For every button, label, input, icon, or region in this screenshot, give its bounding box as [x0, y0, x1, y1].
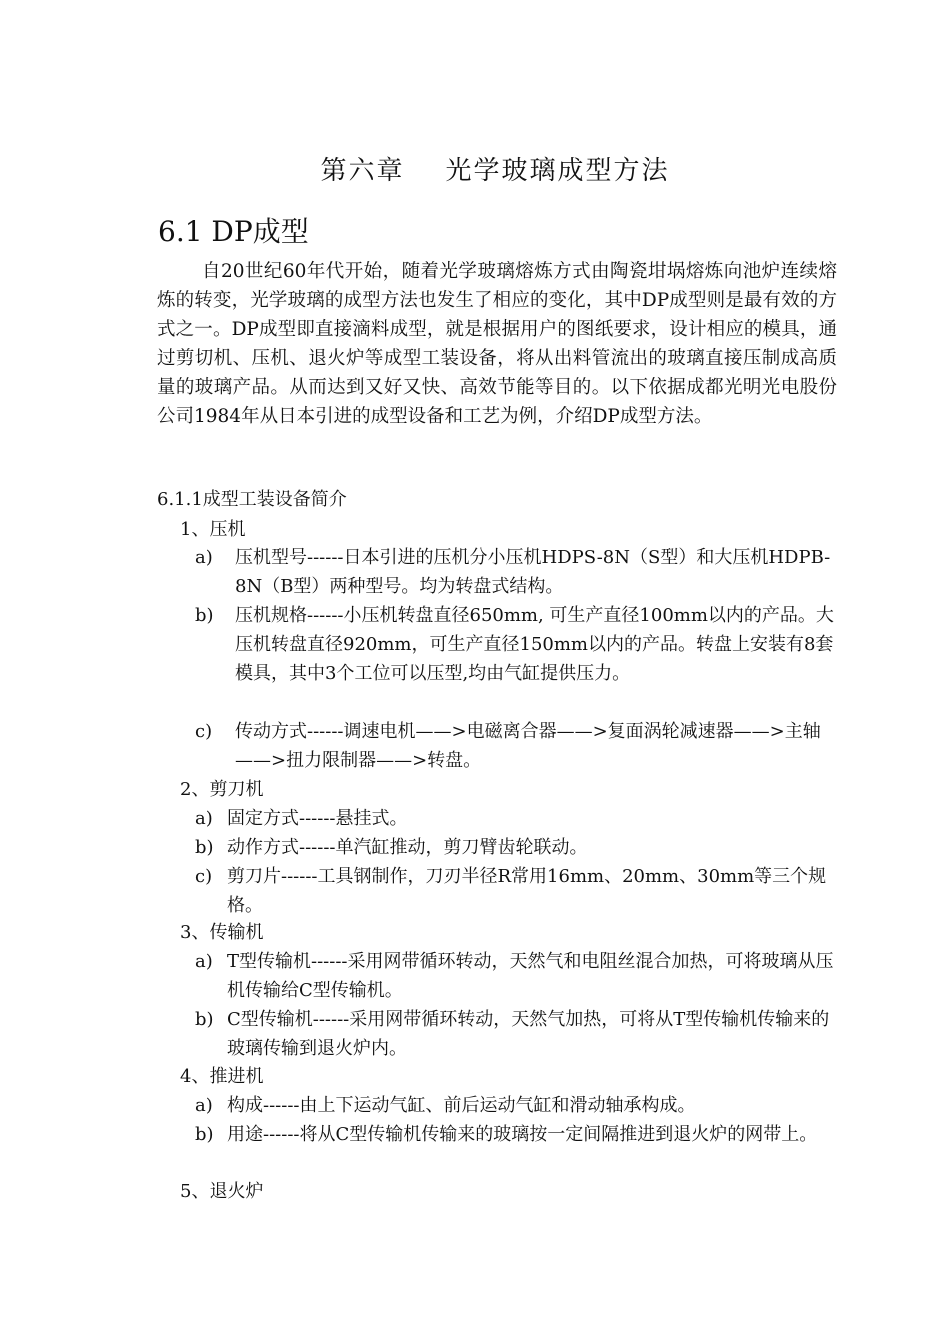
item-text: 压机型号------日本引进的压机分小压机HDPS-8N（S型）和大压机HDPB-8N（B型）两种型号。均为转盘式结构。	[235, 547, 831, 597]
item-text: 动作方式------单汽缸推动，剪刀臂齿轮联动。	[227, 837, 588, 858]
intro-paragraph-block	[157, 257, 837, 431]
list-item	[195, 804, 835, 833]
item-text: 构成------由上下运动气缸、前后运动气缸和滑动轴承构成。	[227, 1095, 696, 1116]
group-heading-press: 1、压机	[180, 519, 246, 540]
item-label: b)	[195, 1124, 214, 1145]
item-text: 传动方式------调速电机——>电磁离合器——>复面涡轮减速器——>主轴——>扭力限制器——>转盘。	[235, 721, 821, 771]
item-label: b)	[195, 1009, 214, 1030]
item-text: 固定方式------悬挂式。	[227, 808, 408, 829]
list-item	[195, 947, 835, 1005]
chapter-title: 第六章 光学玻璃成型方法	[320, 156, 670, 186]
group-heading-conveyor: 3、传输机	[180, 922, 264, 943]
subsection-title: 6.1.1成型工装设备简介	[157, 489, 347, 510]
section-title: 6.1 DP成型	[158, 215, 309, 248]
item-label: c)	[195, 866, 213, 887]
intro-paragraph: 自20世纪60年代开始，随着光学玻璃熔炼方式由陶瓷坩埚熔炼向池炉连续熔炼的转变，光学玻璃的成型方法也发生了相应的变化，其中DP成型则是最有效的方式之一。DP成型即直接滴料成型，就是根据用户的图纸要求，设计相应的模具，通过剪切机、压机、退火炉等成型工装设备，将从出料管流出的玻璃直接压制成高质量的玻璃产品。从而达到又好又快、高效节能等目的。以下依据成都光明光电股份公司1984年从日本引进的成型设备和工艺为例，介绍DP成型方法。	[157, 261, 837, 427]
item-text: 压机规格------小压机转盘直径650mm, 可生产直径100mm以内的产品。大压机转盘直径920mm，可生产直径150mm以内的产品。转盘上安装有8套模具，其中3个工位可以压型,均由气缸提供压力。	[235, 605, 834, 684]
item-label: c)	[195, 721, 213, 742]
item-label: a)	[195, 1095, 213, 1116]
group-heading-pusher: 4、推进机	[180, 1066, 264, 1087]
list-item	[195, 1005, 835, 1063]
group-heading-annealing-furnace: 5、退火炉	[180, 1181, 264, 1202]
list-item	[195, 601, 835, 688]
group-heading-shear: 2、剪刀机	[180, 779, 264, 800]
item-text: 剪刀片------工具钢制作，刀刃半径R常用16mm、20mm、30mm等三个规格。	[227, 866, 827, 916]
item-text: T型传输机------采用网带循环转动，天然气和电阻丝混合加热，可将玻璃从压机传输给C型传输机。	[227, 951, 834, 1001]
item-label: a)	[195, 547, 213, 568]
item-text: 用途------将从C型传输机传输来的玻璃按一定间隔推进到退火炉的网带上。	[227, 1124, 818, 1145]
item-label: a)	[195, 808, 213, 829]
list-item	[195, 717, 835, 775]
list-item	[195, 1091, 835, 1120]
item-label: b)	[195, 605, 214, 626]
list-item	[195, 833, 835, 862]
list-item	[195, 862, 835, 920]
item-text: C型传输机------采用网带循环转动，天然气加热，可将从T型传输机传输来的玻璃传输到退火炉内。	[227, 1009, 830, 1059]
item-label: b)	[195, 837, 214, 858]
list-item	[195, 1120, 835, 1149]
item-label: a)	[195, 951, 213, 972]
list-item	[195, 543, 835, 601]
